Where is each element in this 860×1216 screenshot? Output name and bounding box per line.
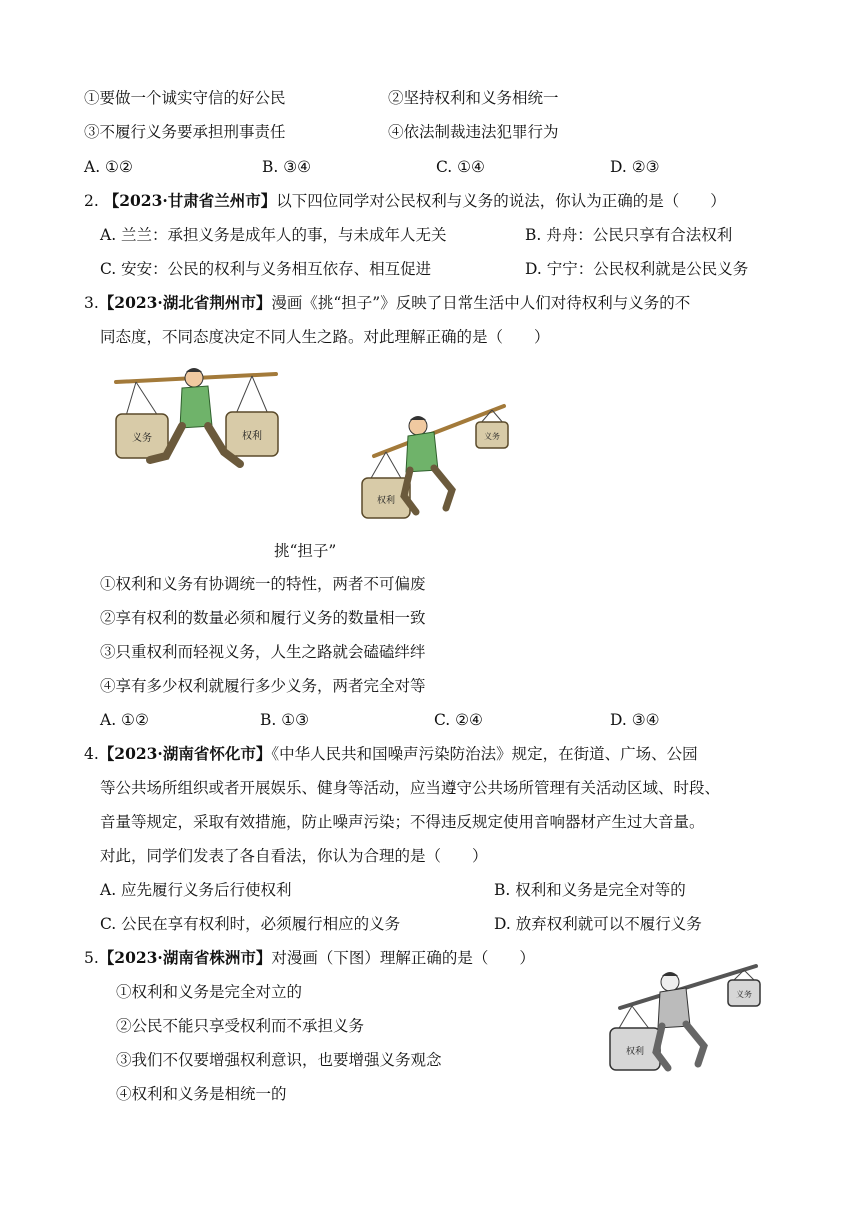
option-d: D. ③④: [610, 711, 660, 729]
option-a: A. 兰兰：承担义务是成年人的事，与未成年人无关: [100, 226, 447, 244]
option-c: C. ①④: [436, 158, 485, 176]
statement-2: ②坚持权利和义务相统一: [388, 89, 559, 107]
svg-text:义务: 义务: [484, 432, 500, 441]
svg-text:权利: 权利: [376, 496, 396, 506]
option-b: B. 舟舟：公民只享有合法权利: [525, 226, 733, 244]
question-stem-continued: 对此，同学们发表了各自看法，你认为合理的是（ ）: [100, 847, 488, 865]
question-source: 【2023·湖南省怀化市】: [98, 744, 272, 763]
question-stem: 对漫画（下图）理解正确的是（ ）: [271, 949, 535, 967]
question-stem: 漫画《挑“担子”》反映了日常生活中人们对待权利与义务的不: [271, 294, 691, 312]
question-number: 3.: [84, 294, 99, 312]
question-5: [84, 947, 535, 969]
question-stem: 以下四位同学对公民权利与义务的说法，你认为正确的是（ ）: [276, 192, 726, 210]
svg-text:权利: 权利: [625, 1047, 645, 1057]
option-a: A. 应先履行义务后行使权利: [100, 881, 292, 899]
question-source: 【2023·湖南省株洲市】: [98, 948, 272, 967]
svg-text:义务: 义务: [736, 990, 752, 999]
statement-2: ②公民不能只享受权利而不承担义务: [116, 1017, 365, 1035]
question-stem-continued: 同态度，不同态度决定不同人生之路。对此理解正确的是（ ）: [100, 328, 550, 346]
option-d: D. 放弃权利就可以不履行义务: [494, 915, 702, 933]
option-d: D. 宁宁：公民权利就是公民义务: [525, 260, 749, 278]
statement-4: ④依法制裁违法犯罪行为: [388, 123, 559, 141]
option-d: D. ②③: [610, 158, 660, 176]
option-a: A. ①②: [100, 711, 149, 729]
question-source: 【2023·甘肃省兰州市】: [103, 191, 277, 210]
option-a: A. ①②: [84, 158, 133, 176]
question-4: [84, 743, 698, 765]
question-number: 4.: [84, 745, 99, 763]
option-c: C. ②④: [434, 711, 483, 729]
statement-1: ①权利和义务是完全对立的: [116, 983, 303, 1001]
question-stem: 《中华人民共和国噪声污染防治法》规定，在街道、广场、公园: [271, 745, 698, 763]
statement-1: ①要做一个诚实守信的好公民: [84, 89, 286, 107]
statement-3: ③只重权利而轻视义务，人生之路就会磕磕绊绊: [100, 643, 426, 661]
svg-text:权利: 权利: [242, 431, 262, 442]
grayscale-carrier-illustration: [606, 958, 768, 1074]
option-b: B. ①③: [260, 711, 310, 729]
question-3: [84, 292, 690, 314]
statement-1: ①权利和义务有协调统一的特性，两者不可偏废: [100, 575, 426, 593]
question-source: 【2023·湖北省荆州市】: [98, 293, 272, 312]
statement-3: ③不履行义务要承担刑事责任: [84, 123, 286, 141]
question-2: [84, 190, 726, 212]
balanced-carrier-illustration: [96, 364, 296, 482]
statement-2: ②享有权利的数量必须和履行义务的数量相一致: [100, 609, 426, 627]
question-stem-continued: 音量等规定，采取有效措施，防止噪声污染；不得违反规定使用音响器材产生过大音量。: [100, 813, 705, 831]
svg-text:义务: 义务: [132, 433, 152, 444]
option-c: C. 安安：公民的权利与义务相互依存、相互促进: [100, 260, 432, 278]
option-b: B. 权利和义务是完全对等的: [494, 881, 686, 899]
statement-4: ④权利和义务是相统一的: [116, 1085, 287, 1103]
statement-3: ③我们不仅要增强权利意识，也要增强义务观念: [116, 1051, 442, 1069]
unbalanced-carrier-illustration: [356, 398, 520, 520]
option-b: B. ③④: [262, 158, 312, 176]
statement-4: ④享有多少权利就履行多少义务，两者完全对等: [100, 677, 426, 695]
option-c: C. 公民在享有权利时，必须履行相应的义务: [100, 915, 401, 933]
question-number: 5.: [84, 949, 99, 967]
question-number: 2.: [84, 192, 99, 210]
comic-caption: 挑“担子”: [274, 542, 337, 560]
question-stem-continued: 等公共场所组织或者开展娱乐、健身等活动，应当遵守公共场所管理有关活动区域、时段、: [100, 779, 721, 797]
